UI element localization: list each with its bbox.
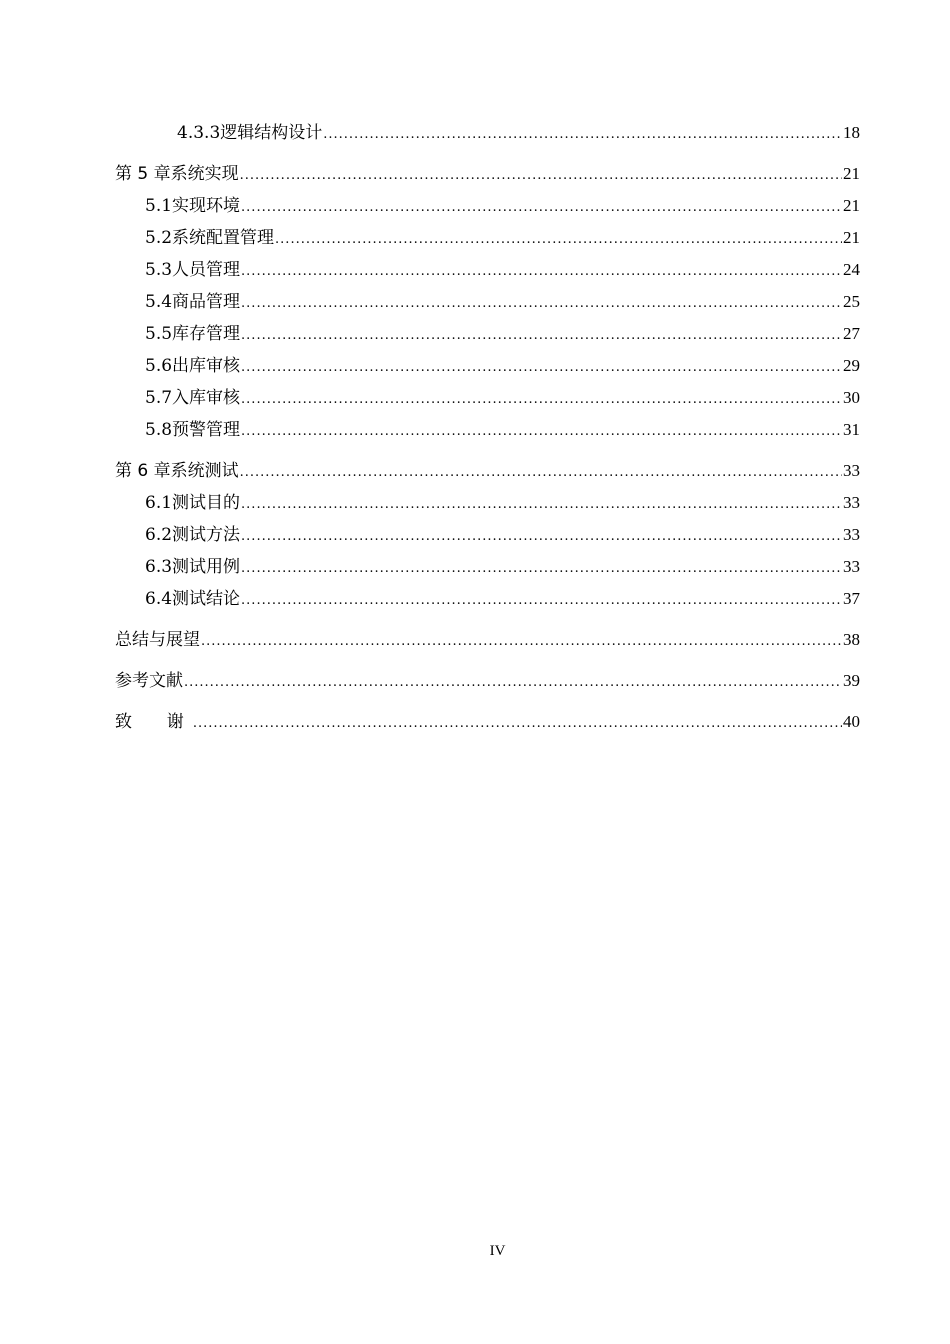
toc-entry-title: 入库审核 [172,388,241,408]
toc-entry-page: 38 [843,630,860,649]
toc-entry-title: 测试结论 [172,589,241,609]
toc-entry-page: 27 [843,324,860,343]
toc-entry-conclusion[interactable] [115,624,860,656]
dot-leader [323,119,842,151]
toc-entry-acknowledgements[interactable] [115,706,860,738]
toc-entry-number: 5.2 [145,228,173,248]
table-of-contents [115,117,860,738]
toc-entry-number: 6.3 [145,557,173,577]
dot-leader [241,521,842,553]
dot-leader [241,489,842,521]
toc-entry-5-2[interactable] [115,222,860,254]
toc-entry-page: 24 [843,260,860,279]
toc-entry-title: 测试目的 [172,493,241,513]
toc-entry-number: 5.1 [145,196,173,216]
dot-leader [241,416,842,448]
toc-entry-page: 18 [843,123,860,142]
toc-entry-number: 5.7 [145,388,173,408]
toc-entry-title: 预警管理 [172,420,241,440]
toc-entry-title: 系统实现 [170,164,239,184]
toc-entry-number: 6.1 [145,493,173,513]
toc-entry-title: 致 谢 [115,712,192,732]
dot-leader [241,553,842,585]
toc-entry-5-3[interactable] [115,254,860,286]
dot-leader [201,626,842,658]
toc-entry-chapter-5[interactable] [115,158,860,190]
toc-entry-page: 37 [843,589,860,608]
dot-leader [241,585,842,617]
toc-entry-number: 5.5 [145,324,173,344]
toc-entry-number: 6.4 [145,589,173,609]
toc-entry-number: 5.4 [145,292,173,312]
toc-entry-page: 40 [843,712,860,731]
toc-entry-page: 21 [843,196,860,215]
toc-entry-4-3-3[interactable] [115,117,860,149]
dot-leader [193,708,842,740]
toc-entry-title: 系统配置管理 [172,228,275,248]
page-footer-number: IV [489,1243,506,1259]
toc-entry-page: 21 [843,164,860,183]
dot-leader [240,160,842,192]
dot-leader [184,667,842,699]
toc-entry-6-2[interactable] [115,519,860,551]
toc-entry-title: 人员管理 [172,260,241,280]
toc-entry-number: 5.3 [145,260,173,280]
toc-entry-title: 库存管理 [172,324,241,344]
toc-entry-5-6[interactable] [115,350,860,382]
toc-entry-page: 33 [843,461,860,480]
toc-entry-5-5[interactable] [115,318,860,350]
toc-entry-title: 测试用例 [172,557,241,577]
dot-leader [275,224,842,256]
toc-entry-6-1[interactable] [115,487,860,519]
toc-entry-title: 出库审核 [172,356,241,376]
toc-entry-page: 33 [843,557,860,576]
toc-entry-page: 25 [843,292,860,311]
toc-entry-number: 4.3.3 [177,123,221,143]
toc-entry-6-4[interactable] [115,583,860,615]
toc-entry-references[interactable] [115,665,860,697]
toc-entry-title: 系统测试 [170,461,239,481]
toc-entry-6-3[interactable] [115,551,860,583]
toc-entry-page: 39 [843,671,860,690]
toc-entry-page: 30 [843,388,860,407]
toc-entry-page: 33 [843,493,860,512]
toc-entry-5-7[interactable] [115,382,860,414]
toc-entry-title: 参考文献 [115,671,183,691]
toc-entry-page: 31 [843,420,860,439]
toc-entry-title: 测试方法 [172,525,241,545]
toc-entry-5-1[interactable] [115,190,860,222]
toc-entry-title: 商品管理 [172,292,241,312]
toc-entry-number: 第 5 章 [115,164,171,184]
toc-entry-number: 5.8 [145,420,173,440]
toc-entry-number: 6.2 [145,525,173,545]
toc-entry-title: 逻辑结构设计 [220,123,323,143]
toc-entry-5-8[interactable] [115,414,860,446]
toc-entry-page: 29 [843,356,860,375]
dot-leader [241,256,842,288]
toc-entry-number: 第 6 章 [115,461,171,481]
toc-entry-title: 实现环境 [172,196,241,216]
dot-leader [241,384,842,416]
dot-leader [241,192,842,224]
dot-leader [241,352,842,384]
toc-entry-5-4[interactable] [115,286,860,318]
toc-entry-number: 5.6 [145,356,173,376]
dot-leader [241,320,842,352]
dot-leader [241,288,842,320]
toc-entry-chapter-6[interactable] [115,455,860,487]
toc-entry-page: 33 [843,525,860,544]
toc-entry-page: 21 [843,228,860,247]
dot-leader [240,457,842,489]
toc-entry-title: 总结与展望 [115,630,200,650]
